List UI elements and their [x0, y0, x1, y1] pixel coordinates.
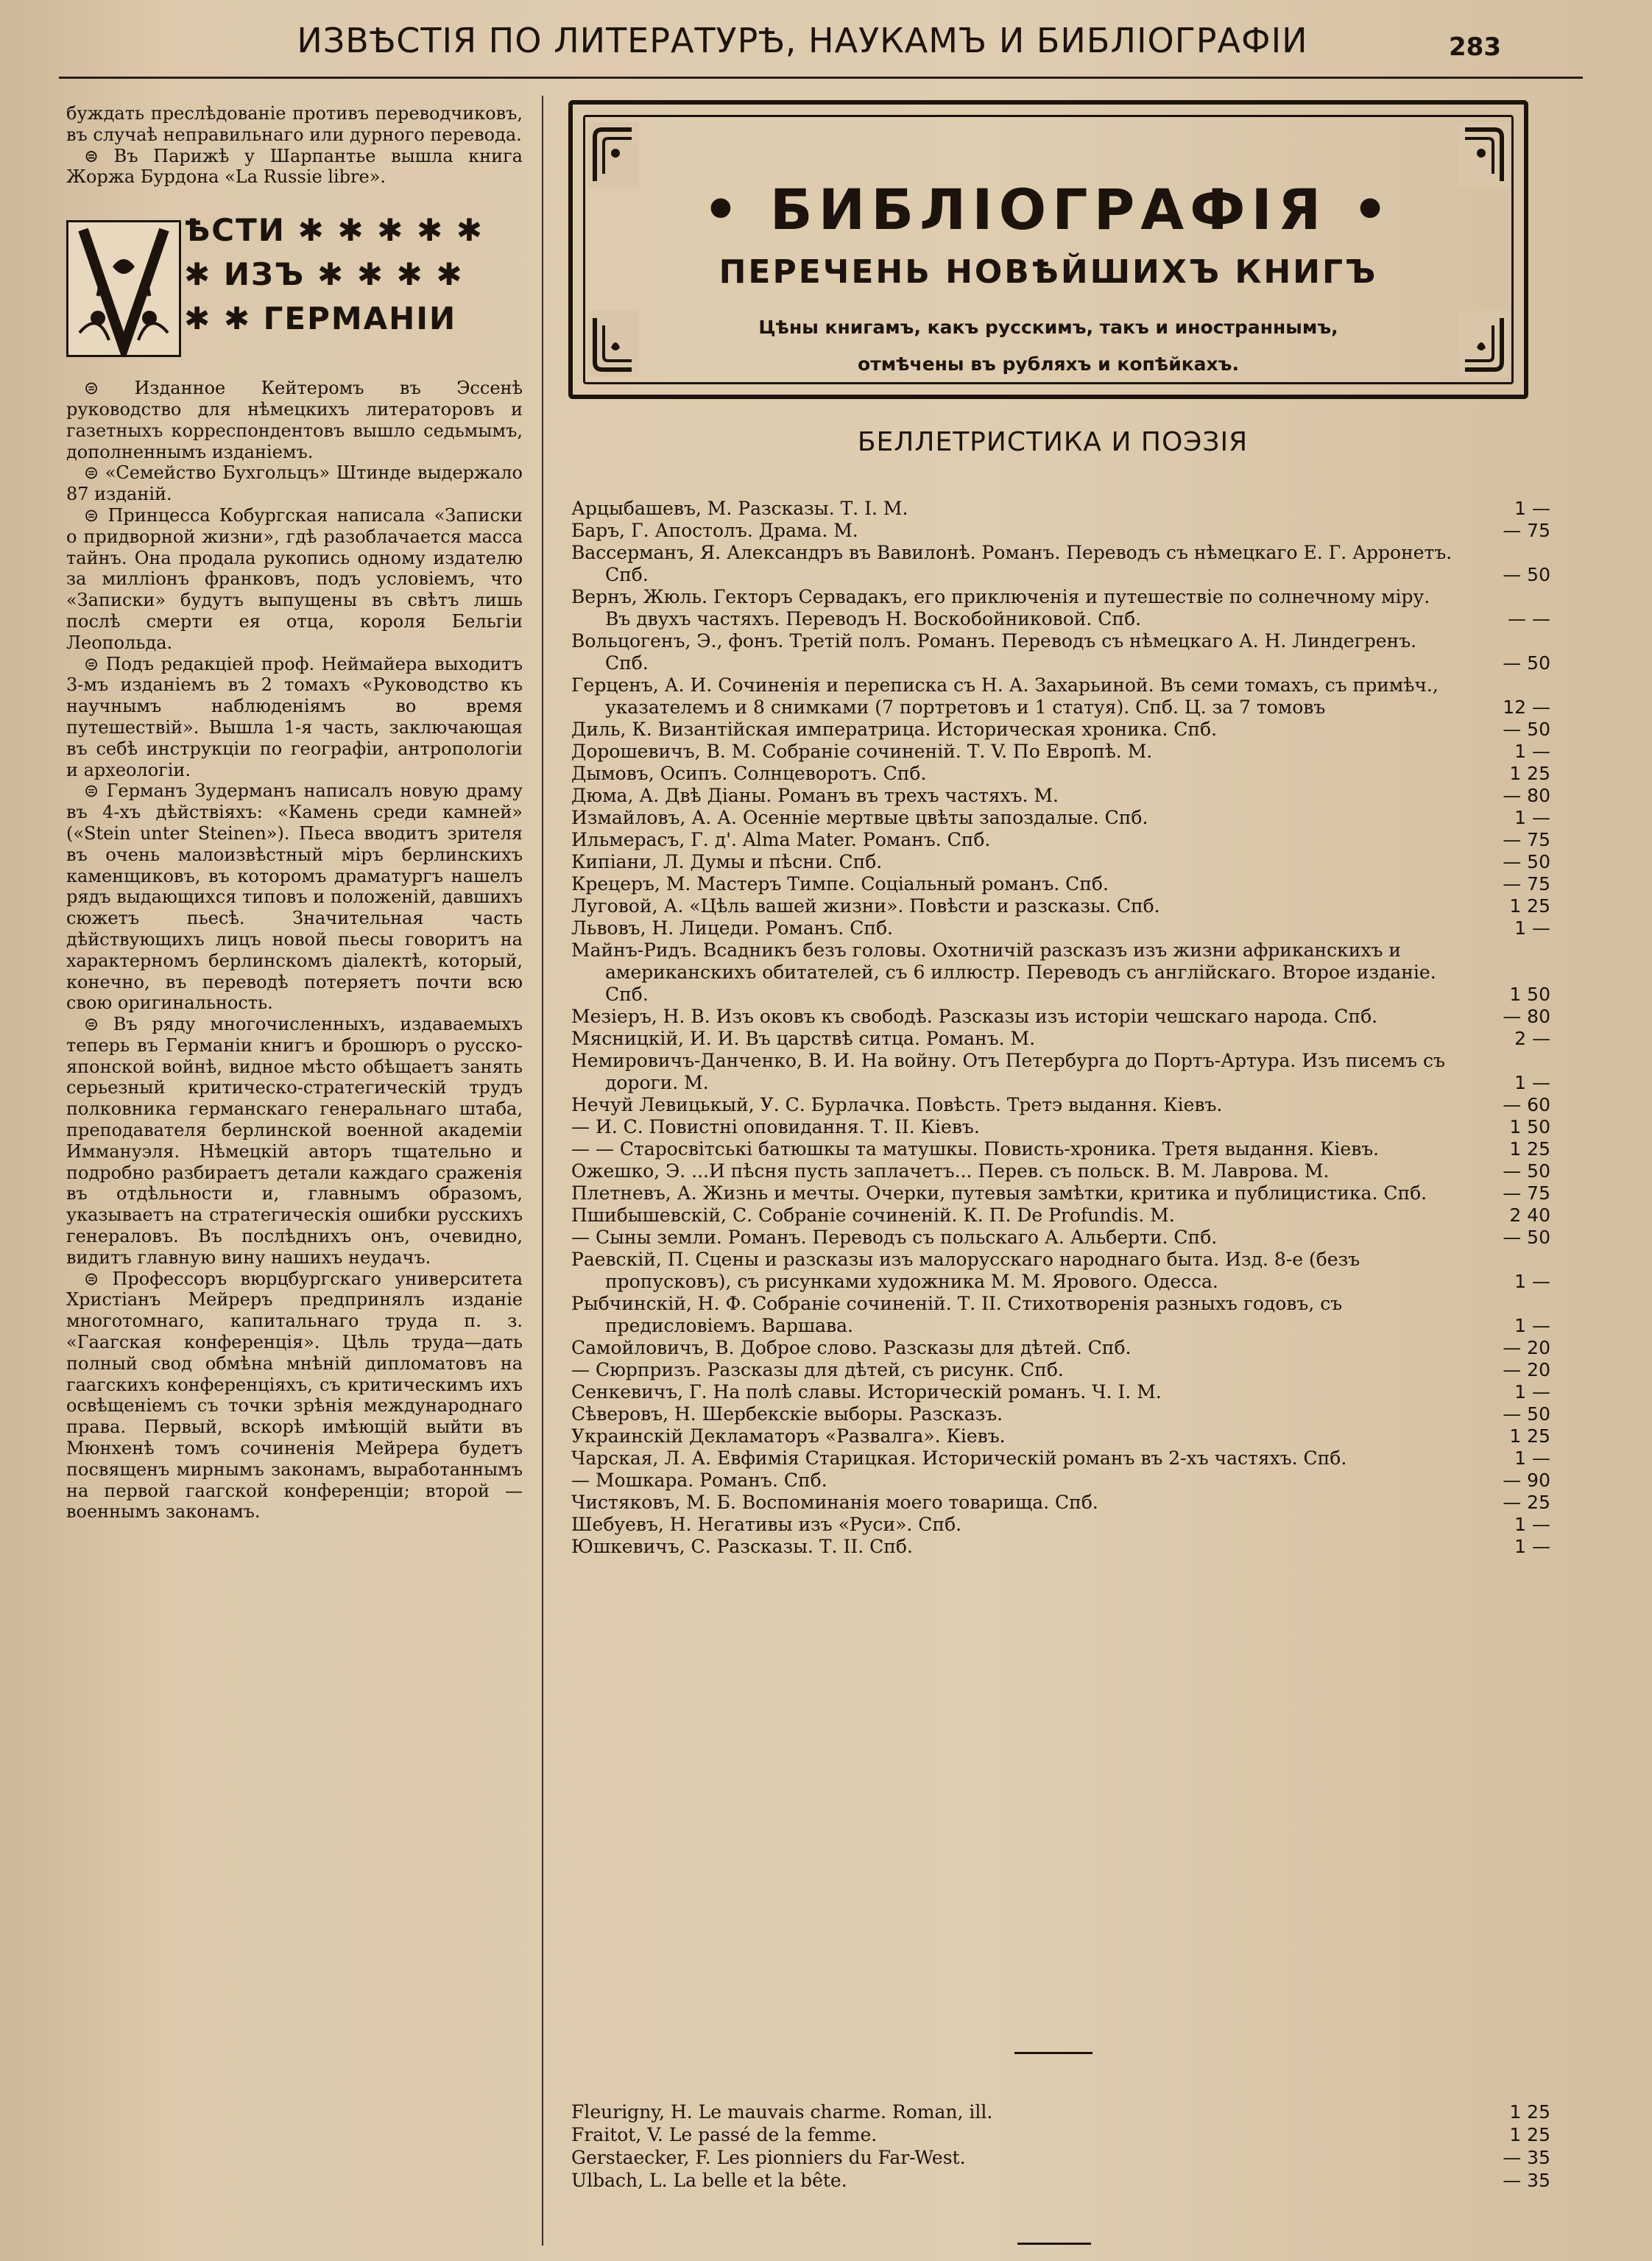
price-note-line: Цѣны книгамъ, какъ русскимъ, такъ и иностраннымъ, — [758, 317, 1338, 338]
book-price: 1 25 — [1509, 1138, 1550, 1160]
book-list — [571, 498, 1550, 1558]
book-entry — [571, 1359, 1550, 1381]
book-price: 2 — — [1514, 1028, 1550, 1049]
book-entry-text: Герценъ, А. И. Сочиненія и переписка съ Н. А. Захарьиной. Въ семи томахъ, съ примѣч., указателемъ и 8 снимками (7 портретовъ и 1 статуя). Спб. Ц. за 7 томовъ — [571, 674, 1439, 718]
heading-line-1: ѢСТИ ✱ ✱ ✱ ✱ ✱ — [184, 212, 484, 249]
book-entry-text: Ильмерасъ, Г. д'. Alma Mater. Романъ. Спб. — [571, 829, 991, 850]
book-entry — [571, 1447, 1550, 1470]
book-entry — [571, 1138, 1550, 1160]
book-entry-text: — Сыны земли. Романъ. Переводъ съ польскаго А. Альберти. Спб. — [571, 1227, 1218, 1248]
book-entry-text: Плетневъ, А. Жизнь и мечты. Очерки, путевыя замѣтки, критика и публицистика. Спб. — [571, 1182, 1427, 1204]
book-price: 1 — — [1514, 741, 1550, 762]
news-item: ⊜ Германъ Зудерманъ написалъ новую драму въ 4-хъ дѣйствіяхъ: «Камень среди камней» («Stein unter Steinen»). Пьеса вводитъ зрителя въ очень малоизвѣстный міръ берлинскихъ каменщиковъ, въ которомъ драматургъ нашелъ рядъ выдающихся типовъ и положеній, давшихъ сюжетъ пьесѣ. Значительная часть дѣйствующихъ лицъ новой пьесы говоритъ на характерномъ берлинскомъ діалектѣ, который, конечно, въ переводѣ потеряетъ почти всю свою оригинальность. — [66, 780, 523, 1014]
book-entry-text: Пшибышевскій, С. Собраніе сочиненій. К. П. De Profundis. М. — [571, 1204, 1175, 1226]
book-price: 1 — — [1514, 1514, 1550, 1535]
bibliography-price-note — [573, 309, 1524, 383]
book-entry — [571, 2169, 1550, 2192]
book-entry-text: Украинскій Декламаторъ «Развалга». Кіевъ. — [571, 1425, 1006, 1447]
book-entry — [571, 2146, 1550, 2169]
book-entry-text: — И. С. Повистні оповидання. Т. II. Кіевъ. — [571, 1116, 980, 1137]
book-entry — [571, 2123, 1550, 2146]
book-entry — [571, 1514, 1550, 1536]
book-entry — [571, 520, 1550, 542]
book-entry-text: — Мошкара. Романъ. Спб. — [571, 1470, 827, 1491]
bullet-icon: ⊜ — [84, 378, 135, 399]
book-price: — — — [1508, 608, 1550, 629]
section-title: БЕЛЛЕТРИСТИКА И ПОЭЗІЯ — [857, 427, 1249, 457]
book-entry — [571, 674, 1550, 719]
book-price: 1 — — [1514, 1315, 1550, 1336]
bibliography-title: • БИБЛІОГРАФІЯ • — [702, 177, 1394, 242]
book-entry-text: Ulbach, L. La belle et la bête. — [571, 2170, 847, 2191]
book-price: — 90 — [1503, 1470, 1550, 1491]
book-entry — [571, 895, 1550, 917]
bullet-icon: ⊜ — [84, 504, 108, 526]
book-entry-text: Арцыбашевъ, М. Разсказы. Т. I. М. — [571, 498, 908, 519]
separator-rule — [1014, 2052, 1092, 2054]
book-entry-text: Чистяковъ, М. Б. Воспоминанія моего товарища. Спб. — [571, 1492, 1098, 1513]
book-price: 1 — — [1514, 1072, 1550, 1093]
book-entry — [571, 1050, 1550, 1094]
book-entry-text: Крецеръ, М. Мастеръ Тимпе. Соціальный романъ. Спб. — [571, 873, 1109, 895]
book-price: 1 50 — [1509, 984, 1550, 1005]
book-entry-text: Юшкевичъ, С. Разсказы. Т. II. Спб. — [571, 1536, 913, 1557]
book-price: 12 — — [1503, 696, 1550, 718]
intro-paragraph: буждать преслѣдованіе противъ переводчиковъ, въ случаѣ неправильнаго или дурного перевода. — [66, 103, 523, 145]
book-price: — 75 — [1503, 829, 1550, 850]
book-price: — 75 — [1503, 873, 1550, 895]
book-entry-text: Рыбчинскій, Н. Ф. Собраніе сочиненій. Т. II. Стихотворенія разныхъ годовъ, съ предисловіемъ. Варшава. — [571, 1293, 1343, 1336]
book-entry — [571, 1249, 1550, 1293]
book-price: — 50 — [1503, 719, 1550, 740]
ornamental-initial-v — [66, 220, 181, 357]
book-entry-text: Fleurigny, H. Le mauvais charme. Roman, ill. — [571, 2101, 993, 2123]
book-entry — [571, 807, 1550, 829]
book-entry-text: Диль, К. Византійская императрица. Историческая хроника. Спб. — [571, 719, 1218, 740]
header-rule — [59, 77, 1583, 79]
book-price: 1 — — [1514, 1536, 1550, 1557]
book-entry-text: Луговой, А. «Цѣль вашей жизни». Повѣсти и разсказы. Спб. — [571, 895, 1160, 917]
book-price: — 75 — [1503, 1182, 1550, 1204]
book-price: 1 — — [1514, 498, 1550, 519]
book-entry — [571, 829, 1550, 851]
news-item: ⊜ «Семейство Бухгольцъ» Штинде выдержало 87 изданій. — [66, 462, 523, 505]
book-entry — [571, 939, 1550, 1006]
bullet-icon: ⊜ — [84, 1268, 113, 1289]
book-entry-text: Раевскій, П. Сцены и разсказы изъ малорусскаго народнаго быта. Изд. 8-е (безъ пропусковъ), съ рисунками художника М. М. Ярового. Одесса. — [571, 1249, 1360, 1292]
floral-ornament-icon — [68, 222, 179, 355]
book-price: 1 50 — [1509, 1116, 1550, 1137]
bullet-icon: ⊜ — [84, 780, 107, 802]
bottom-rule — [1017, 2243, 1091, 2245]
book-price: — 50 — [1503, 1403, 1550, 1425]
book-entry — [571, 1403, 1550, 1425]
book-entry-text: Вернъ, Жюль. Гекторъ Сервадакъ, его приключенія и путешествіе по солнечному міру. Въ двухъ частяхъ. Переводъ Н. Воскобойниковой. Спб. — [571, 586, 1430, 629]
book-entry-text: Дорошевичъ, В. М. Собраніе сочиненій. Т. V. По Европѣ. М. — [571, 741, 1153, 762]
book-entry — [571, 741, 1550, 763]
news-item: ⊜ Принцесса Кобургская написала «Записки о придворной жизни», гдѣ разоблачается масса тайнъ. Она продала рукопись одному издателю за милліонъ франковъ, подъ условіемъ, что «Записки» будутъ выпущены въ свѣтъ лишь послѣ смерти ея отца, короля Бельгіи Леопольда. — [66, 504, 523, 653]
book-entry-text: — — Старосвiтськi батюшкы та матушкы. Повисть-хроника. Третя выдання. Кіевъ. — [571, 1138, 1380, 1160]
book-entry-text: Gerstaecker, F. Les pionniers du Far-West. — [571, 2147, 966, 2168]
book-entry — [571, 1028, 1550, 1050]
book-price: 1 25 — [1509, 763, 1550, 784]
book-price: — 75 — [1503, 520, 1550, 541]
book-price: 1 — — [1514, 917, 1550, 939]
book-entry-text: Кипіани, Л. Думы и пѣсни. Спб. — [571, 851, 883, 872]
left-column — [66, 103, 523, 2253]
book-entry — [571, 1536, 1550, 1558]
book-entry — [571, 917, 1550, 939]
book-entry-text: Вассерманъ, Я. Александръ въ Вавилонѣ. Романъ. Переводъ съ нѣмецкаго Е. Г. Арронетъ. Спб. — [571, 542, 1452, 585]
book-entry — [571, 1492, 1550, 1514]
book-entry-text: Львовъ, Н. Лицеди. Романъ. Спб. — [571, 917, 893, 939]
book-entry — [571, 1227, 1550, 1249]
book-entry — [571, 1006, 1550, 1028]
column-divider — [542, 96, 543, 2246]
book-price: — 35 — [1503, 2147, 1550, 2168]
book-entry-text: Майнъ-Ридъ. Всадникъ безъ головы. Охотничій разсказъ изъ жизни африканскихъ и американскихъ обитателей, съ 6 иллюстр. Переводъ съ англійскаго. Второе изданіе. Спб. — [571, 939, 1436, 1005]
news-item: ⊜ Подъ редакціей проф. Неймайера выходитъ 3-мъ изданіемъ въ 2 томахъ «Руководство къ научнымъ наблюденіямъ во время путешествій». Вышла 1-я часть, заключающая въ себѣ инструкціи по географіи, антропологіи и археологіи. — [66, 653, 523, 780]
news-item: ⊜ Профессоръ вюрцбургскаго университета Христіанъ Мейреръ предпринялъ изданіе многотомнаго, капитальнаго труда п. з. «Гаагская конференція». Цѣль труда—дать полный свод обмѣна мнѣній дипломатовъ на гаагскихъ конференціяхъ, съ критическимъ ихъ освѣщеніемъ съ точки зрѣнія международнаго права. Первый, вскорѣ имѣющій выйти въ Мюнхенѣ томъ сочиненія Мейрера будетъ посвященъ мирнымъ законамъ, выработаннымъ на первой гаагской конференціи; второй — военнымъ законамъ. — [66, 1268, 523, 1523]
book-entry-text: Баръ, Г. Апостолъ. Драма. М. — [571, 520, 858, 541]
book-entry-text: Дюма, А. Двѣ Діаны. Романъ въ трехъ частяхъ. М. — [571, 785, 1059, 806]
price-note-line: отмѣчены въ рубляхъ и копѣйкахъ. — [858, 353, 1239, 375]
book-entry — [571, 586, 1550, 630]
book-entry — [571, 1381, 1550, 1403]
book-price: — 50 — [1503, 1160, 1550, 1182]
book-entry — [571, 851, 1550, 873]
book-entry — [571, 1116, 1550, 1138]
book-entry — [571, 719, 1550, 741]
book-price: 1 25 — [1509, 895, 1550, 917]
book-entry-text: Ожешко, Э. ...И пѣсня пусть заплачетъ... Перев. съ польск. В. М. Лаврова. М. — [571, 1160, 1330, 1182]
book-price: — 50 — [1503, 851, 1550, 872]
book-price: — 50 — [1503, 652, 1550, 674]
page-number: 283 — [1449, 32, 1501, 62]
book-entry-text: Сенкевичъ, Г. На полѣ славы. Историческій романъ. Ч. I. М. — [571, 1381, 1162, 1403]
book-entry — [571, 542, 1550, 586]
book-entry-text: — Сюрпризъ. Разсказы для дѣтей, съ рисунк. Спб. — [571, 1359, 1064, 1380]
book-price: — 50 — [1503, 564, 1550, 585]
book-entry — [571, 763, 1550, 785]
book-price: — 60 — [1503, 1094, 1550, 1115]
bibliography-subtitle: ПЕРЕЧЕНЬ НОВѢЙШИХЪ КНИГЪ — [719, 253, 1378, 291]
book-price: — 50 — [1503, 1227, 1550, 1248]
book-price: 2 40 — [1509, 1204, 1550, 1226]
book-entry-text: Чарская, Л. А. Евфимія Старицкая. Историческій романъ въ 2-хъ частяхъ. Спб. — [571, 1447, 1347, 1469]
book-price: — 35 — [1503, 2170, 1550, 2191]
intro-paragraph: ⊜ Въ Парижѣ у Шарпантье вышла книга Жоржа Бурдона «La Russie libre». — [66, 145, 523, 188]
news-item: ⊜ Въ ряду многочисленныхъ, издаваемыхъ теперь въ Германіи книгъ и брошюръ о русско-японской войнѣ, видное мѣсто обѣщаетъ занять серьезный критическо-стратегическій трудъ полковника германскаго генеральнаго штаба, преподавателя берлинской военной академіи Иммануэля. Нѣмецкій авторъ тщательно и подробно разбираетъ детали каждаго сраженія въ отдѣльности и, главнымъ образомъ, указываетъ на стратегическія ошибки русскихъ генераловъ. Въ послѣднихъ онъ, очевидно, видитъ главную вину нашихъ неудачъ. — [66, 1014, 523, 1268]
book-entry — [571, 1160, 1550, 1182]
journal-title: ИЗВѢСТІЯ ПО ЛИТЕРАТУРѢ, НАУКАМЪ И БИБЛІОГРАФІИ — [297, 21, 1308, 60]
book-entry — [571, 1182, 1550, 1204]
book-entry-text: Самойловичъ, В. Доброе слово. Разсказы для дѣтей. Спб. — [571, 1337, 1132, 1358]
book-entry — [571, 873, 1550, 895]
book-price: — 80 — [1503, 785, 1550, 806]
book-entry — [571, 1094, 1550, 1116]
book-entry — [571, 1337, 1550, 1359]
book-entry — [571, 630, 1550, 674]
book-entry — [571, 1470, 1550, 1492]
book-price: — 80 — [1503, 1006, 1550, 1027]
book-entry-text: Шебуевъ, Н. Негативы изъ «Руси». Спб. — [571, 1514, 962, 1535]
foreign-book-list — [571, 2100, 1550, 2192]
book-price: — 25 — [1503, 1492, 1550, 1513]
book-price: 1 — — [1514, 1447, 1550, 1469]
book-price: 1 — — [1514, 807, 1550, 828]
bibliography-banner — [568, 100, 1528, 399]
heading-line-2: ✱ ИЗЪ ✱ ✱ ✱ ✱ — [184, 256, 464, 293]
bullet-icon: ⊜ — [84, 653, 106, 674]
news-from-germany-heading — [66, 212, 523, 359]
book-price: — 20 — [1503, 1359, 1550, 1380]
book-entry — [571, 2100, 1550, 2123]
running-head — [0, 21, 1652, 72]
book-price: 1 25 — [1509, 2124, 1550, 2145]
book-price: 1 25 — [1509, 2101, 1550, 2123]
book-entry-text: Измайловъ, А. А. Осеннiе мертвые цвѣты запоздалые. Спб. — [571, 807, 1148, 828]
book-entry-text: Мясницкій, И. И. Въ царствѣ ситца. Романъ. М. — [571, 1028, 1036, 1049]
bullet-icon: ⊜ — [84, 1014, 113, 1035]
book-entry-text: Дымовъ, Осипъ. Солнцеворотъ. Спб. — [571, 763, 927, 784]
book-price: 1 — — [1514, 1271, 1550, 1292]
news-item: ⊜ Изданное Кейтеромъ въ Эссенѣ руководство для нѣмецкихъ литераторовъ и газетныхъ корреспондентовъ вышло седьмымъ, дополненнымъ изданіемъ. — [66, 378, 523, 462]
book-entry-text: Мезіеръ, Н. В. Изъ оковъ къ свободѣ. Разсказы изъ исторіи чешскаго народа. Спб. — [571, 1006, 1378, 1027]
book-entry-text: Fraitot, V. Le passé de la femme. — [571, 2124, 878, 2145]
book-entry-text: Вольцогенъ, Э., фонъ. Третій полъ. Романъ. Переводъ съ нѣмецкаго А. Н. Линдегренъ. Спб. — [571, 630, 1417, 674]
book-entry-text: Сѣверовъ, Н. Шербекскіе выборы. Разсказъ. — [571, 1403, 1003, 1425]
book-price: 1 25 — [1509, 1425, 1550, 1447]
bullet-icon: ⊜ — [84, 462, 105, 484]
book-entry — [571, 498, 1550, 520]
book-entry — [571, 1293, 1550, 1337]
book-entry-text: Нечуй Левицькый, У. С. Бурлачка. Повѣсть. Третэ выдання. Кіевъ. — [571, 1094, 1223, 1115]
book-entry — [571, 1425, 1550, 1447]
book-entry — [571, 1204, 1550, 1227]
heading-line-3: ✱ ✱ ГЕРМАНІИ — [184, 300, 457, 337]
book-entry — [571, 785, 1550, 807]
book-entry-text: Немировичъ-Данченко, В. И. На войну. Отъ Петербурга до Портъ-Артура. Изъ писемъ съ дороги. М. — [571, 1050, 1445, 1093]
book-price: — 20 — [1503, 1337, 1550, 1358]
book-price: 1 — — [1514, 1381, 1550, 1403]
